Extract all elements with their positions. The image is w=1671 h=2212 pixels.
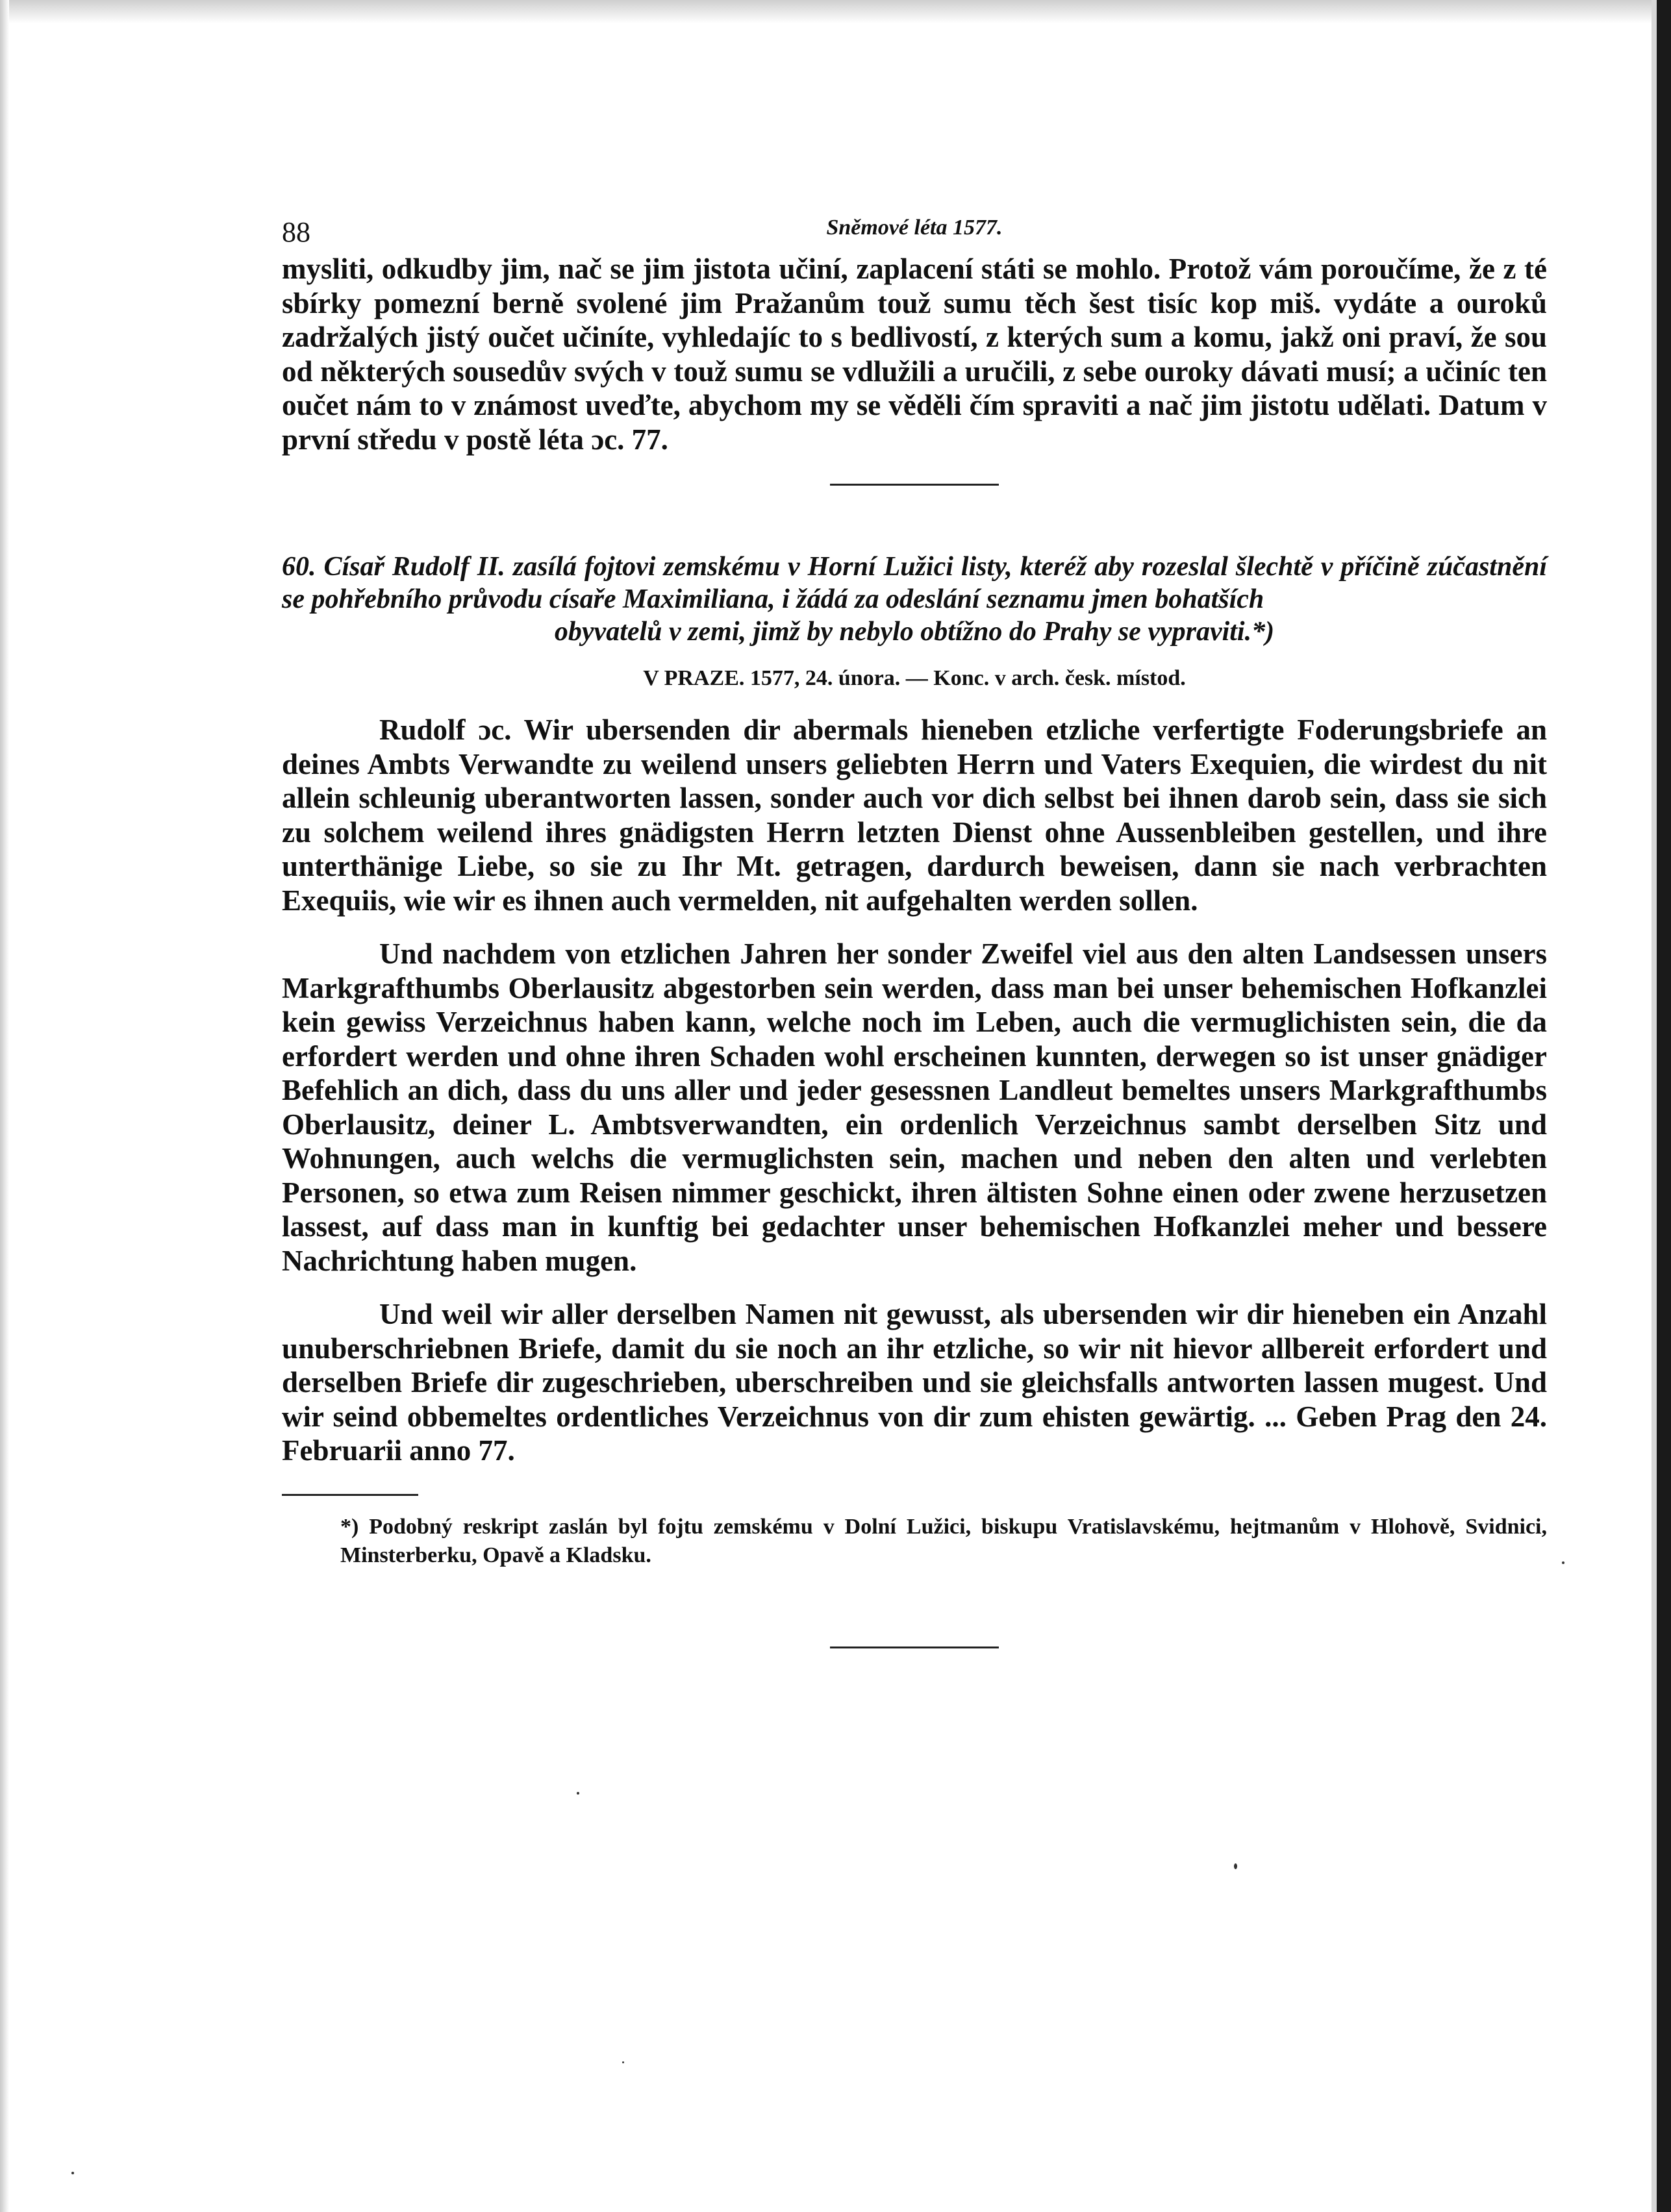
paragraph-3: Und weil wir aller derselben Namen nit gewusst, als ubersenden wir dir hieneben ein Anzahl unuberschriebnen Briefe, damit du sie noch an ihr etzliche, so wir nit hievor allbereit erfordert und derselben Briefe dir zugeschrieben, uberschreiben und sie gleichsfalls antworten lassen mugest. Und wir seind obbemeltes ordentliches Verzeichnus von dir zum ehisten gewärtig. ... Geben Prag den 24. Februarii anno 77. xyxy=(282,1298,1547,1467)
paragraph-1: Rudolf ɔc. Wir ubersenden dir abermals hieneben etzliche verfertigte Foderungsbriefe an deines Ambts Verwandte zu weilend unsers geliebten Herrn und Vaters Exequien, die wirdest du nit allein schleunig uberantworten lassen, sonder auch vor dich selbst bei ihnen darob sein, dass sie sich zu solchem weilend ihres gnädigsten Herrn letzten Dienst ohne Aussenbleiben gestellen, und ihre unterthänige Liebe, so sie zu Ihr Mt. getragen, dardurch beweisen, dann sie nach verbrachten Exequiis, wie wir es ihnen auch vermelden, nit aufgehalten werden sollen. xyxy=(282,714,1547,917)
page-number: 88 xyxy=(282,216,310,248)
paragraph-2: Und nachdem von etzlichen Jahren her sonder Zweifel viel aus den alten Landsessen unsers Markgrafthumbs Oberlausitz abgestorben sein werden, dass man bei unser behemischen Hofkanzlei kein gewiss Verzeichnus haben kann, welche noch im Leben, auch die vermuglichisten sein, die da erfordert werden und ohne ihren Schaden wohl erscheinen kunnten, derwegen so ist unser gnädiger Befehlich an dich, dass du uns aller und jeder gesessnen Landleut bemeltes unsers Markgrafthumbs Oberlausitz, deiner L. Ambtsverwandten, ein ordenlich Verzeichnus sambt derselben Sitz und Wohnungen, auch welchs die vermuglichsten sein, machen und neben den alten und verlebten Personen, so etwa zum Reisen nimmer geschickt, ihren ältisten Sohne einen oder zwene herzusetzen lassest, auf dass man in kunftig bei gedachter unser behemischen Hofkanzlei meher und bessere Nachrichtung haben mugen. xyxy=(282,938,1547,1277)
section-heading xyxy=(282,551,1547,648)
scan-shadow-left xyxy=(0,0,9,2212)
scan-speck xyxy=(1234,1863,1237,1869)
scan-speck xyxy=(71,2172,74,2174)
scan-edge-right-light xyxy=(1652,0,1657,2212)
page-content xyxy=(282,206,1547,1648)
scan-speck xyxy=(577,1792,579,1795)
scan-shadow-top xyxy=(0,0,1652,23)
running-head xyxy=(282,206,1547,248)
section-heading-last: obyvatelů v zemi, jimž by nebylo obtížno do Prahy se vypraviti.*) xyxy=(554,617,1275,647)
section-divider xyxy=(830,484,999,486)
running-title: Sněmové léta 1577. xyxy=(826,216,1003,240)
place-date-line: V PRAZE. 1577, 24. února. — Konc. v arch. česk. místod. xyxy=(643,666,1186,690)
scan-speck xyxy=(1562,1561,1564,1564)
scan-speck xyxy=(622,2061,624,2063)
section-heading-main: 60. Císař Rudolf II. zasílá fojtovi zemskému v Horní Lužici listy, kteréž aby rozeslal šlechtě v příčině zúčastnění se pohřebního průvodu císaře Maximiliana, i žádá za odeslání seznamu jmen bohatších xyxy=(282,552,1547,614)
footnote: *) Podobný reskript zaslán byl fojtu zemskému v Dolní Lužici, biskupu Vratislavskému, hejtmanům v Hlohově, Svidnici, Minsterberku, Opavě a Kladsku. xyxy=(340,1514,1547,1567)
end-divider xyxy=(830,1647,999,1648)
top-paragraph: mysliti, odkudby jim, nač se jim jistota učiní, zaplacení státi se mohlo. Protož vám poroučíme, že z té sbírky pomezní berně svolené jim Pražanům touž sumu těch šest tisíc kop miš. vydáte a ouroků zadržalých jistý oučet učiníte, vyhledajíc to s bedlivostí, z kterých sum a komu, jakž oni praví, že sou od některých sousedův svých v touž sumu se vdlužili a uručili, z sebe ouroky dávati musí; a učiníc ten oučet nám to v známost uveďte, abychom my se věděli čím spraviti a nač jim jistotu udělati. Datum v první středu v postě léta ɔc. 77. xyxy=(282,253,1547,456)
footnote-rule xyxy=(282,1494,418,1496)
scan-edge-right xyxy=(1657,0,1671,2212)
